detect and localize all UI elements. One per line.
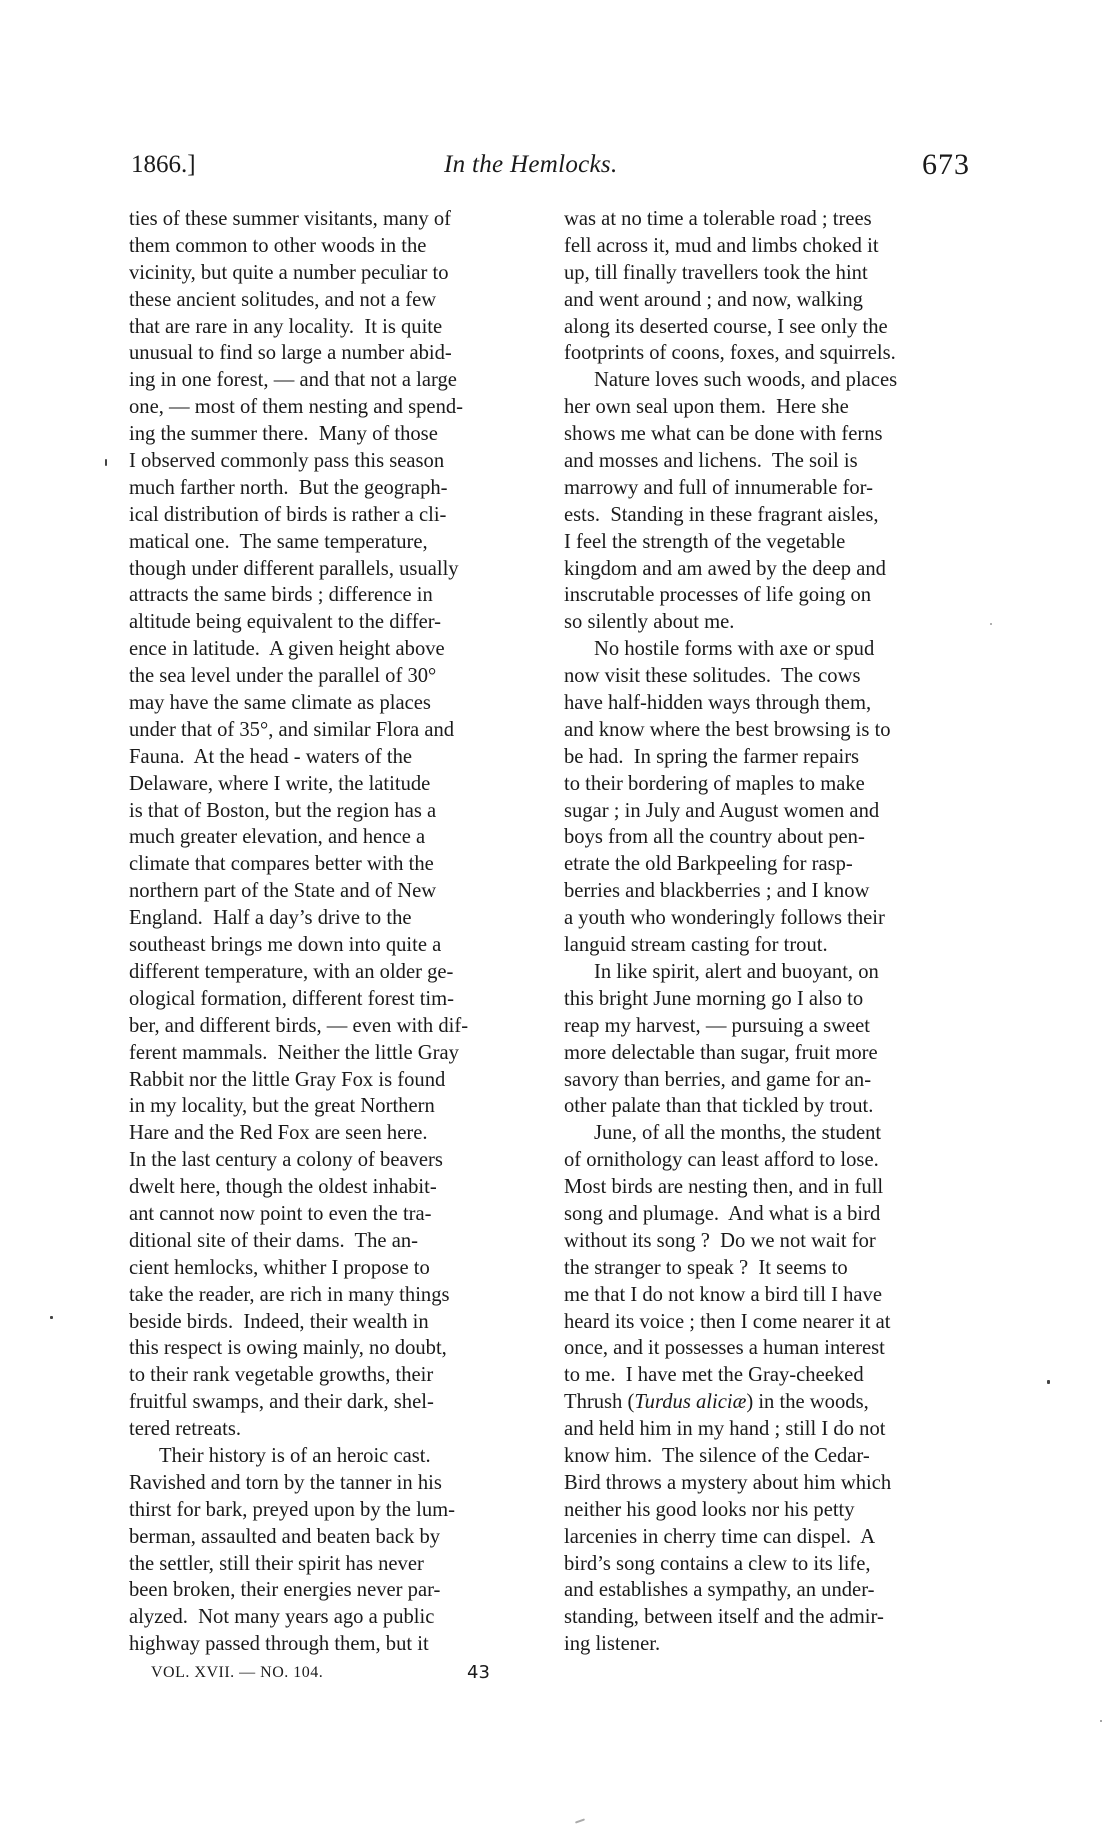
text-line: southeast brings me down into quite a bbox=[129, 934, 442, 957]
text-line: No hostile forms with axe or spud bbox=[594, 638, 875, 661]
text-line: ological formation, different forest tim- bbox=[129, 987, 455, 1010]
text-line: more delectable than sugar, fruit more bbox=[564, 1041, 878, 1064]
text-line: footprints of coons, foxes, and squirrels. bbox=[564, 342, 896, 365]
text-line: have half-hidden ways through them, bbox=[564, 692, 872, 715]
right-column bbox=[564, 206, 970, 1658]
text-line: fruitful swamps, and their dark, shel- bbox=[129, 1391, 434, 1414]
text-line: highway passed through them, but it bbox=[129, 1633, 429, 1656]
scan-speck bbox=[105, 459, 107, 466]
text-line: and know where the best browsing is to bbox=[564, 718, 891, 741]
text-line: cient hemlocks, whither I propose to bbox=[129, 1256, 430, 1279]
text-line: England. Half a day’s drive to the bbox=[129, 907, 412, 930]
text-line: unusual to find so large a number abid- bbox=[129, 342, 452, 365]
text-line: northern part of the State and of New bbox=[129, 880, 437, 903]
text-line: climate that compares better with the bbox=[129, 853, 434, 876]
text-line: this respect is owing mainly, no doubt, bbox=[129, 1337, 447, 1360]
text-line: heard its voice ; then I come nearer it at bbox=[564, 1310, 891, 1333]
page-number: 673 bbox=[922, 148, 970, 181]
text-run: Thrush ( bbox=[564, 1391, 635, 1414]
text-line: ber, and different birds, — even with dif- bbox=[129, 1014, 469, 1037]
text-line: tered retreats. bbox=[129, 1418, 242, 1441]
text-line: is that of Boston, but the region has a bbox=[129, 799, 437, 822]
text-line: take the reader, are rich in many things bbox=[129, 1283, 450, 1306]
text-line: kingdom and am awed by the deep and bbox=[564, 557, 886, 580]
text-line: etrate the old Barkpeeling for rasp- bbox=[564, 853, 853, 876]
text-line: Fauna. At the head - waters of the bbox=[129, 745, 413, 768]
text-line: under that of 35°, and similar Flora and bbox=[129, 718, 455, 741]
text-line: Ravished and torn by the tanner in his bbox=[129, 1471, 442, 1494]
text-line: to their rank vegetable growths, their bbox=[129, 1364, 434, 1387]
text-line: these ancient solitudes, and not a few bbox=[129, 288, 437, 311]
text-line: know him. The silence of the Cedar- bbox=[564, 1444, 870, 1467]
text-line: along its deserted course, I see only the bbox=[564, 315, 888, 338]
text-line: ant cannot now point to even the tra- bbox=[129, 1202, 432, 1225]
text-line: ests. Standing in these fragrant aisles, bbox=[564, 503, 879, 526]
text-line: and went around ; and now, walking bbox=[564, 288, 863, 311]
text-line: standing, between itself and the admir- bbox=[564, 1606, 884, 1629]
text-line: thirst for bark, preyed upon by the lum- bbox=[129, 1498, 455, 1521]
text-line: boys from all the country about pen- bbox=[564, 826, 865, 849]
text-line: though under different parallels, usually bbox=[129, 557, 459, 580]
text-line: and mosses and lichens. The soil is bbox=[564, 450, 858, 473]
text-line: Bird throws a mystery about him which bbox=[564, 1471, 892, 1494]
text-line: so silently about me. bbox=[564, 611, 735, 634]
text-line: Nature loves such woods, and places bbox=[594, 369, 898, 392]
text-line: fell across it, mud and limbs choked it bbox=[564, 234, 879, 257]
text-line: vicinity, but quite a number peculiar to bbox=[129, 261, 449, 284]
text-line: to me. I have met the Gray-cheeked bbox=[564, 1364, 864, 1387]
text-line: a youth who wonderingly follows their bbox=[564, 907, 885, 930]
text-line: reap my harvest, — pursuing a sweet bbox=[564, 1014, 870, 1037]
text-line: been broken, their energies never par- bbox=[129, 1579, 441, 1602]
text-line: song and plumage. And what is a bird bbox=[564, 1202, 881, 1225]
text-line: that are rare in any locality. It is quite bbox=[129, 315, 443, 338]
text-line: be had. In spring the farmer repairs bbox=[564, 745, 860, 768]
text-line: Hare and the Red Fox are seen here. bbox=[129, 1122, 428, 1145]
text-line: and establishes a sympathy, an under- bbox=[564, 1579, 875, 1602]
text-line: In the last century a colony of beavers bbox=[129, 1149, 443, 1172]
text-line: the stranger to speak ? It seems to bbox=[564, 1256, 848, 1279]
species-name-italic: Turdus aliciæ bbox=[634, 1391, 747, 1414]
text-line: sugar ; in July and August women and bbox=[564, 799, 880, 822]
text-line: In like spirit, alert and buoyant, on bbox=[594, 960, 879, 983]
text-line: ties of these summer visitants, many of bbox=[129, 208, 452, 230]
text-line: now visit these solitudes. The cows bbox=[564, 665, 861, 688]
running-head-title: In the Hemlocks. bbox=[444, 151, 618, 178]
text-line: matical one. The same temperature, bbox=[129, 530, 428, 553]
scan-speck bbox=[990, 623, 992, 625]
text-line: of ornithology can least afford to lose. bbox=[564, 1149, 879, 1172]
footer-volume-number: VOL. XVII. — NO. 104. bbox=[151, 1664, 324, 1681]
text-line: attracts the same birds ; difference in bbox=[129, 584, 433, 607]
text-line: may have the same climate as places bbox=[129, 692, 431, 715]
text-line: berries and blackberries ; and I know bbox=[564, 880, 870, 903]
text-line: languid stream casting for trout. bbox=[564, 934, 828, 957]
text-line: shows me what can be done with ferns bbox=[564, 423, 883, 446]
text-line bbox=[564, 1389, 970, 1416]
text-line: Rabbit nor the little Gray Fox is found bbox=[129, 1068, 446, 1091]
text-line: bird’s song contains a clew to its life, bbox=[564, 1552, 871, 1575]
text-line: ferent mammals. Neither the little Gray bbox=[129, 1041, 459, 1064]
text-line: ditional site of their dams. The an- bbox=[129, 1229, 419, 1252]
text-line: and held him in my hand ; still I do not bbox=[564, 1418, 886, 1441]
text-line: was at no time a tolerable road ; trees bbox=[564, 208, 872, 230]
footer-signature-mark: 43 bbox=[467, 1662, 490, 1683]
text-line: without its song ? Do we not wait for bbox=[564, 1229, 876, 1252]
text-line: me that I do not know a bird till I have bbox=[564, 1283, 882, 1306]
text-line: the settler, still their spirit has never bbox=[129, 1552, 424, 1575]
running-head-year: 1866.] bbox=[131, 151, 196, 178]
text-line: the sea level under the parallel of 30° bbox=[129, 665, 437, 688]
text-line: I feel the strength of the vegetable bbox=[564, 530, 846, 553]
left-column bbox=[129, 206, 535, 1658]
text-line: this bright June morning go I also to bbox=[564, 987, 864, 1010]
text-line: ing listener. bbox=[564, 1633, 661, 1656]
text-line: berman, assaulted and beaten back by bbox=[129, 1525, 441, 1548]
text-line: different temperature, with an older ge- bbox=[129, 960, 454, 983]
text-line: them common to other woods in the bbox=[129, 234, 427, 257]
text-line: ical distribution of birds is rather a cli- bbox=[129, 503, 447, 526]
text-line: Most birds are nesting then, and in full bbox=[564, 1176, 884, 1199]
text-line: dwelt here, though the oldest inhabit- bbox=[129, 1176, 437, 1199]
text-line: much greater elevation, and hence a bbox=[129, 826, 426, 849]
text-line: Delaware, where I write, the latitude bbox=[129, 772, 431, 795]
text-line: other palate than that tickled by trout. bbox=[564, 1095, 874, 1118]
scan-speck bbox=[1100, 1720, 1102, 1722]
scan-speck bbox=[50, 1316, 53, 1319]
text-line: her own seal upon them. Here she bbox=[564, 396, 849, 419]
text-line: inscrutable processes of life going on bbox=[564, 584, 872, 607]
text-line: I observed commonly pass this season bbox=[129, 450, 445, 473]
text-line: June, of all the months, the student bbox=[594, 1122, 882, 1145]
text-line: ing in one forest, — and that not a large bbox=[129, 369, 457, 392]
text-line: much farther north. But the geograph- bbox=[129, 476, 448, 499]
text-line: larcenies in cherry time can dispel. A bbox=[564, 1525, 876, 1548]
text-line: savory than berries, and game for an- bbox=[564, 1068, 872, 1091]
text-line: alyzed. Not many years ago a public bbox=[129, 1606, 435, 1629]
text-line: ence in latitude. A given height above bbox=[129, 638, 445, 661]
text-line: altitude being equivalent to the differ- bbox=[129, 611, 442, 634]
text-line: neither his good looks nor his petty bbox=[564, 1498, 855, 1521]
text-line: in my locality, but the great Northern bbox=[129, 1095, 435, 1118]
text-line: marrowy and full of innumerable for- bbox=[564, 476, 873, 499]
text-line: Their history is of an heroic cast. bbox=[159, 1444, 431, 1467]
text-line: once, and it possesses a human interest bbox=[564, 1337, 885, 1360]
text-line: one, — most of them nesting and spend- bbox=[129, 396, 464, 419]
text-line: ing the summer there. Many of those bbox=[129, 423, 438, 446]
text-run: ) in the woods, bbox=[746, 1391, 869, 1414]
scan-speck bbox=[1047, 1380, 1050, 1384]
text-line: to their bordering of maples to make bbox=[564, 772, 865, 795]
text-line: up, till finally travellers took the hint bbox=[564, 261, 868, 284]
text-line: beside birds. Indeed, their wealth in bbox=[129, 1310, 429, 1333]
scan-speck bbox=[575, 1818, 585, 1823]
